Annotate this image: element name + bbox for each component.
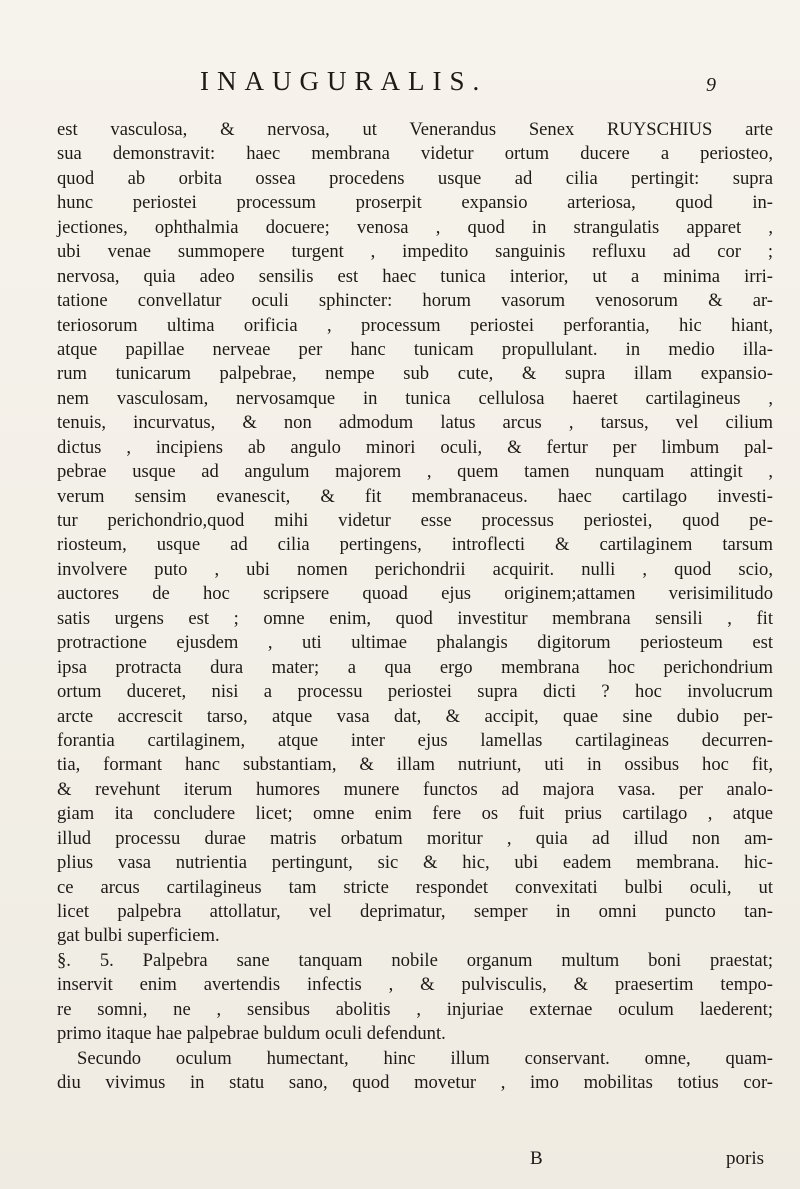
running-head: INAUGURALIS. — [200, 66, 488, 96]
text-line: ubi venae summopere turgent , impedito sanguinis refluxu ad cor ; — [57, 241, 773, 263]
text-line: teriosorum ultima orificia , processum periostei perforantia, hic hiant, — [57, 314, 773, 336]
text-line: ortum duceret, nisi a processu periostei supra dicti ? hoc involucrum — [57, 681, 773, 703]
text-line: ce arcus cartilagineus tam stricte respondet convexitati bulbi oculi, ut — [57, 876, 773, 898]
text-line: illud processu durae matris orbatum moritur , quia ad illud non am- — [57, 827, 773, 849]
text-line: jectiones, ophthalmia docuere; venosa , quod in strangulatis apparet , — [57, 216, 773, 238]
text-line: licet palpebra attollatur, vel deprimatur, semper in omni puncto tan- — [57, 901, 773, 922]
text-line: est vasculosa, & nervosa, ut Venerandus Senex RUYSCHIUS arte — [57, 119, 773, 140]
text-line: primo itaque hae palpebrae buldum oculi defendunt. — [57, 1023, 446, 1045]
text-line: nervosa, quia adeo sensilis est haec tunica interior, ut a minima irri- — [57, 265, 773, 287]
text-line: satis urgens est ; omne enim, quod investitur membrana sensili , fit — [57, 607, 773, 629]
page-number: 9 — [706, 74, 716, 96]
text-line: hunc periostei processum proserpit expansio arteriosa, quod in- — [57, 192, 773, 214]
text-line: gat bulbi superficiem. — [57, 925, 220, 947]
text-line: giam ita concludere licet; omne enim fere os fuit prius cartilago , atque — [57, 803, 773, 825]
text-line: dictus , incipiens ab angulo minori oculi, & fertur per limbum pal- — [57, 436, 773, 458]
text-line: involvere puto , ubi nomen perichondrii acquirit. nulli , quod scio, — [57, 558, 773, 580]
text-line: quod ab orbita ossea procedens usque ad cilia pertingit: supra — [57, 167, 773, 189]
signature-mark: B — [530, 1148, 543, 1169]
text-line: tia, formant hanc substantiam, & illam nutriunt, uti in ossibus hoc fit, — [57, 754, 773, 776]
text-line: protractione ejusdem , uti ultimae phalangis digitorum periosteum est — [57, 632, 773, 654]
text-line: verum sensim evanescit, & fit membranaceus. haec cartilago investi- — [57, 485, 773, 507]
text-line: rum tunicarum palpebrae, nempe sub cute, & supra illam expansio- — [57, 363, 773, 385]
text-line: & revehunt iterum humores munere functos ad majora vasa. per analo- — [57, 778, 773, 800]
text-line: arcte accrescit tarso, atque vasa dat, & accipit, quae sine dubio per- — [57, 705, 773, 727]
page-header — [0, 66, 800, 106]
page-footer — [0, 1148, 800, 1178]
text-line: plius vasa nutrientia pertingunt, sic & hic, ubi eadem membrana. hic- — [57, 852, 773, 874]
text-line: forantia cartilaginem, atque inter ejus lamellas cartilagineas decurren- — [57, 729, 773, 751]
text-line: pebrae usque ad angulum majorem , quem tamen nunquam attingit , — [57, 461, 773, 483]
text-line: tatione convellatur oculi sphincter: horum vasorum venosorum & ar- — [57, 290, 773, 312]
text-line: tenuis, incurvatus, & non admodum latus arcus , tarsus, vel cilium — [57, 412, 773, 434]
text-line: §. 5. Palpebra sane tanquam nobile organum multum boni praestat; — [57, 949, 773, 971]
text-line: auctores de hoc scripsere quoad ejus originem;attamen verisimilitudo — [57, 583, 773, 605]
text-line: re somni, ne , sensibus abolitis , injuriae externae oculum laederent; — [57, 998, 773, 1020]
text-line: atque papillae nerveae per hanc tunicam propullulant. in medio illa- — [57, 338, 773, 360]
text-line: diu vivimus in statu sano, quod movetur , imo mobilitas totius cor- — [57, 1072, 773, 1094]
text-line: nem vasculosam, nervosamque in tunica cellulosa haeret cartilagineus , — [57, 387, 773, 409]
catchword: poris — [726, 1148, 764, 1169]
text-line: sua demonstravit: haec membrana videtur ortum ducere a periosteo, — [57, 143, 773, 165]
text-line: tur perichondrio,quod mihi videtur esse processus periostei, quod pe- — [57, 510, 773, 531]
text-line: riosteum, usque ad cilia pertingens, introflecti & cartilaginem tarsum — [57, 534, 773, 556]
text-line: ipsa protracta dura mater; a qua ergo membrana hoc perichondrium — [57, 656, 773, 678]
text-line: Secundo oculum humectant, hinc illum conservant. omne, quam- — [77, 1047, 773, 1069]
text-line: inservit enim avertendis infectis , & pulvisculis, & praesertim tempo- — [57, 974, 773, 996]
body-text — [57, 118, 773, 1096]
